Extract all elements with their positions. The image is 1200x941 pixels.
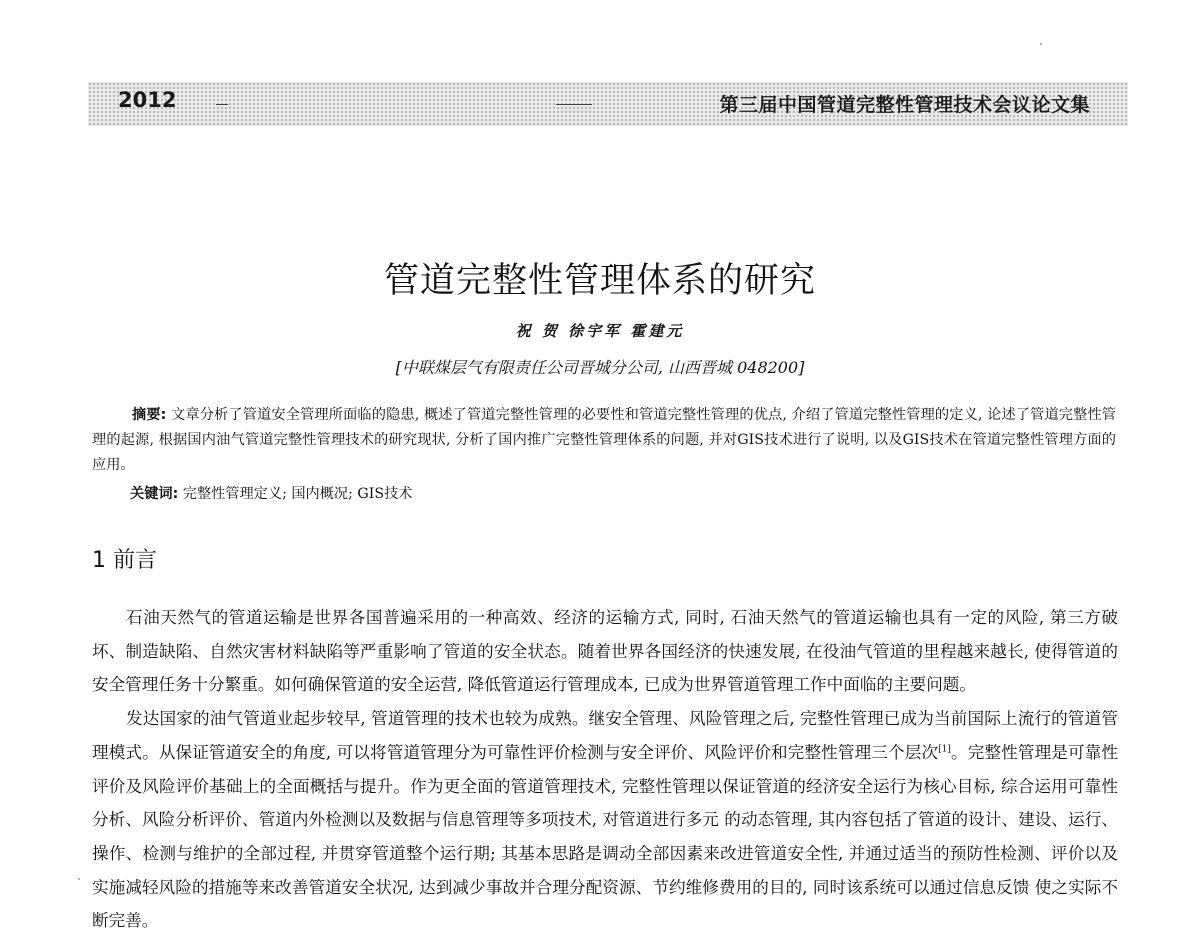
keywords [130, 482, 412, 507]
section-heading: 1 前言 [92, 548, 157, 573]
abstract-label: 摘要: [132, 407, 167, 423]
header-divider [216, 104, 228, 105]
paper-title: 管道完整性管理体系的研究 [383, 261, 816, 301]
header-year: 2012 [118, 88, 177, 112]
scan-speck [78, 878, 80, 880]
section-body [92, 601, 1118, 938]
header-conference-title: 第三届中国管道完整性管理技术会议论文集 [719, 94, 1090, 116]
abstract-text: 文章分析了管道安全管理所面临的隐患, 概述了管道完整性管理的必要性和管道完整性管理的优点, 介绍了管道完整性管理的定义, 论述了管道完整性管理的起源, 根据国内油气管道完整性管理技术的研究现状, 分析了国内推广完整性管理体系的问题, 并对GIS技术进行了说明, 以及GIS技术在管道完整性管理方面的应用。 [92, 407, 1116, 473]
abstract [92, 403, 1116, 478]
paragraph: 石油天然气的管道运输是世界各国普遍采用的一种高效、经济的运输方式, 同时, 石油天然气的管道运输也具有一定的风险, 第三方破坏、制造缺陷、自然灾害材料缺陷等严重影响了管道的安全状态。随着世界各国经济的快速发展, 在役油气管道的里程越来越长, 使得管道的安全管理任务十分繁重。如何确保管道的安全运营, 降低管道运行管理成本, 已成为世界管道管理工作中面临的主要问题。 [92, 608, 1118, 695]
scan-speck [1040, 43, 1042, 45]
paragraph [92, 702, 1118, 938]
paragraph-text: 。完整性管理是可靠性评价及风险评价基础上的全面概括与提升。作为更全面的管道管理技术, 完整性管理以保证管道的经济安全运行为核心目标, 综合运用可靠性分析、风险分析评价、管道内外检测以及数据与信息管理等多项技术, 对管道进行多元 的动态管理, 其内容包括了管道的设计、建设、运行、操作、检测与维护的全部过程, 并贯穿管道整个运行期; 其基本思路是调动全部因素来改进管道安全性, 并通过适当的预防性检测、评价以及实施减轻风险的措施等来改善管道安全状况, 达到减少事故并合理分配资源、节约维修费用的目的, 同时该系统可以通过信息反馈 使之实际不断完善。 [92, 742, 1119, 931]
keywords-label: 关键词: [130, 486, 179, 502]
header-divider [556, 104, 592, 105]
keywords-text: 完整性管理定义; 国内概况; GIS技术 [182, 486, 413, 502]
paragraph-text: 发达国家的油气管道业起步较早, 管道管理的技术也较为成熟。继安全管理、风险管理之后, 完整性管理已成为当前国际上流行的管道管理模式。从保证管道安全的角度, 可以将管道管理分为可靠性评价检测与安全评价、风险评价和完整性管理三个层次 [92, 709, 1118, 762]
citation-ref: [1] [938, 744, 951, 755]
paper-affiliation: [中联煤层气有限责任公司晋城分公司, 山西晋城 048200] [395, 358, 805, 377]
paper-authors: 祝 贺 徐宇军 霍建元 [515, 322, 685, 340]
